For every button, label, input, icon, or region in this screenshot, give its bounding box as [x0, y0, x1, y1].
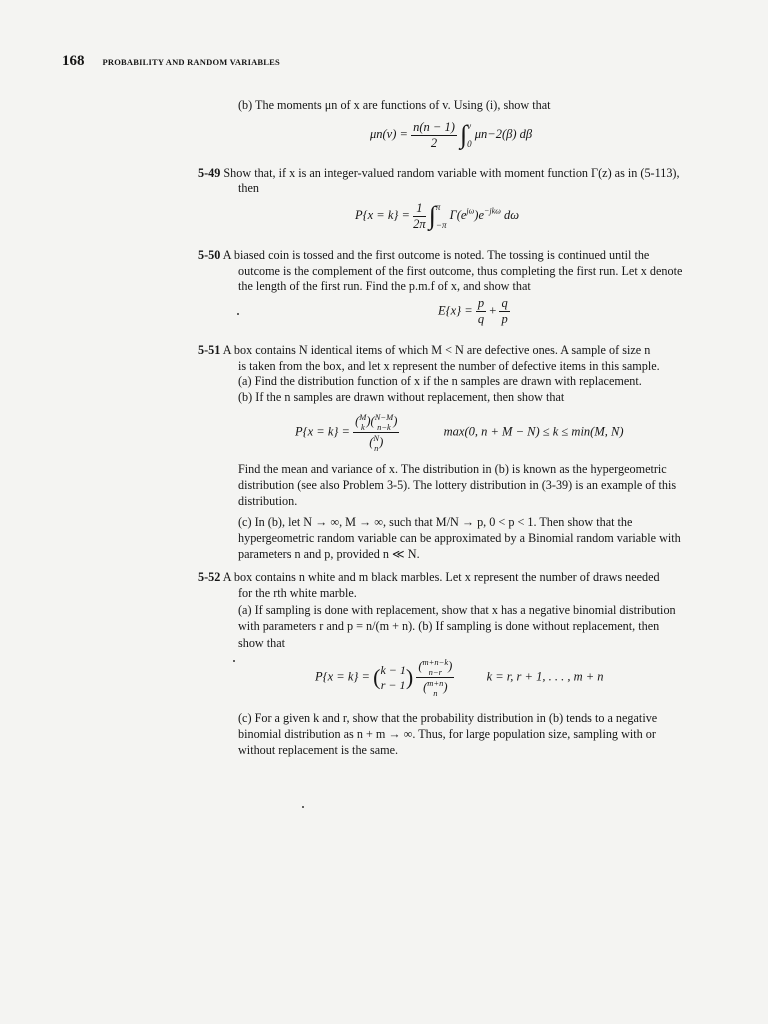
binom-bot: n−k: [377, 422, 391, 432]
eq-549-lower-limit: −π: [435, 220, 447, 230]
eq-549-integrand: Γ(e: [449, 207, 467, 222]
integral-sign: ∫: [428, 201, 436, 230]
eq-552-lhs: P{x = k} =: [315, 669, 370, 684]
binom-bot: n−r: [428, 667, 442, 677]
running-header: [62, 52, 280, 70]
after-5-52-line-1: (c) For a given k and r, show that the probability distribution in (b) tends to a negative: [238, 711, 658, 725]
integral-sign: ∫: [459, 120, 468, 149]
problem-text: Show that, if x is an integer-valued random variable with moment function Γ(z) as in (5-113),: [223, 166, 680, 180]
eq-549-sup1: jω: [466, 206, 475, 216]
eq-550-lhs: E{x} =: [438, 303, 473, 318]
problem-5-49-line-2: then: [238, 181, 259, 195]
problem-5-52-line-2: for the rth white marble.: [238, 586, 357, 600]
problem-5-51-line-4: (b) If the n samples are drawn without replacement, then show that: [238, 390, 565, 404]
eq-moments-integrand: μn−2(β) dβ: [474, 126, 533, 141]
frac-num: ( m+n−k n−r ): [418, 657, 453, 677]
problem-5-52-line-4: with parameters r and p = n/(m + n). (b) If sampling is done without replacement, then: [238, 619, 660, 633]
after-5-51-line-3: distribution.: [238, 494, 298, 508]
binom-bot: r − 1: [380, 677, 406, 692]
binom-bot: k: [360, 422, 365, 432]
problem-5-52-line-5: show that: [238, 636, 286, 650]
equation-5-52: [315, 657, 604, 698]
page-number: 168: [62, 53, 85, 69]
problem-5-52-line-1: [198, 570, 660, 585]
binom-top: m+n: [427, 678, 444, 688]
after-5-51-line-1: Find the mean and variance of x. The distribution in (b) is known as the hypergeometric: [238, 462, 667, 476]
paren-right: ): [405, 664, 414, 690]
equation-5-49: [355, 198, 519, 234]
eq-549-tail: dω: [500, 207, 520, 222]
problem-id: 5-49: [198, 166, 221, 180]
eq-552-fraction: [416, 657, 454, 698]
binom-bot: n: [433, 688, 438, 698]
equation-moments: [370, 117, 532, 153]
frac-den: p: [501, 312, 508, 326]
equation-5-50: [438, 296, 510, 327]
after-5-52-line-2: binomial distribution as n + m → ∞. Thus, for large population size, sampling with or: [238, 727, 656, 741]
problem-id: 5-50: [198, 248, 221, 262]
problem-text: A biased coin is tossed and the first outcome is noted. The tossing is continued until the: [222, 248, 650, 262]
part-b-intro: (b) The moments μn of x are functions of v. Using (i), show that: [238, 98, 551, 112]
eq-550-fraction-2: [499, 296, 509, 327]
frac-num: p: [477, 296, 485, 310]
after-5-51-line-4: (c) In (b), let N → ∞, M → ∞, such that M/N → p, 0 < p < 1. Then show that the: [238, 515, 633, 529]
problem-5-49-line-1: [198, 166, 680, 181]
frac-den: ( m+n n ): [423, 678, 448, 698]
after-5-51-line-6: parameters n and p, provided n ≪ N.: [238, 547, 420, 561]
problem-5-51-line-1: [198, 343, 650, 358]
scan-speck: [233, 660, 235, 662]
after-5-51-line-2: distribution (see also Problem 3-5). The lottery distribution in (3-39) is an example of this: [238, 478, 677, 492]
binom-top: N−M: [374, 412, 394, 422]
eq-549-denominator: 2π: [413, 216, 426, 231]
problem-5-50-line-1: [198, 248, 649, 263]
eq-moments-denominator: 2: [430, 135, 438, 150]
binom-top: M: [359, 412, 367, 422]
problem-id: 5-51: [198, 343, 221, 357]
after-5-51-line-5: hypergeometric random variable can be approximated by a Binomial random variable with: [238, 531, 681, 545]
problem-5-51-line-3: (a) Find the distribution function of x if the n samples are drawn with replacement.: [238, 374, 642, 388]
frac-num: ( M k )( N−M n−k ): [355, 412, 398, 432]
eq-549-numerator: 1: [413, 201, 426, 217]
problem-5-50-line-3: the length of the first run. Find the p.m.f of x, and show that: [238, 279, 531, 293]
after-5-52-line-3: without replacement is the same.: [238, 743, 399, 757]
eq-moments-upper-limit: v: [467, 121, 472, 131]
eq-moments-fraction: [411, 120, 457, 151]
problem-id: 5-52: [198, 570, 221, 584]
binom-bot: n: [374, 443, 379, 453]
eq-550-fraction-1: [476, 296, 486, 327]
problem-5-51-line-2: is taken from the box, and let x represent the number of defective items in this sample.: [238, 359, 660, 373]
eq-549-mid: )e: [474, 207, 485, 222]
frac-den: q: [477, 312, 485, 326]
binom-top: k − 1: [380, 662, 406, 677]
eq-551-fraction: [353, 412, 399, 453]
eq-551-lhs: P{x = k} =: [295, 424, 350, 439]
problem-text: A box contains n white and m black marbles. Let x represent the number of draws needed: [222, 570, 660, 584]
scan-speck: [302, 806, 304, 808]
frac-den: ( N n ): [369, 433, 384, 453]
eq-549-lhs: P{x = k} =: [355, 207, 410, 222]
problem-5-50-line-2: outcome is the complement of the first outcome, thus completing the first run. Let x denote: [238, 264, 683, 278]
eq-549-sup2: −jkω: [484, 206, 501, 216]
eq-moments-numerator: n(n − 1): [413, 119, 455, 134]
eq-549-upper-limit: π: [435, 202, 441, 212]
eq-549-fraction: [413, 201, 426, 232]
eq-552-range: k = r, r + 1, . . . , m + n: [486, 669, 604, 684]
problem-5-52-line-3: (a) If sampling is done with replacement, show that x has a negative binomial distribution: [238, 603, 676, 617]
problem-text: A box contains N identical items of which M < N are defective ones. A sample of size n: [222, 343, 651, 357]
frac-num: q: [501, 296, 508, 310]
equation-5-51: [295, 412, 624, 453]
binom-top: N: [373, 433, 380, 443]
scan-speck: [237, 313, 239, 315]
eq-moments-lower-limit: 0: [467, 139, 472, 149]
eq-moments-lhs: μn(v) =: [370, 126, 408, 141]
eq-551-range: max(0, n + M − N) ≤ k ≤ min(M, N): [443, 424, 624, 439]
paren-left: (: [373, 664, 381, 690]
binom-top: m+n−k: [422, 657, 449, 667]
plus-sign: +: [489, 303, 497, 318]
running-title: PROBABILITY AND RANDOM VARIABLES: [102, 57, 280, 67]
